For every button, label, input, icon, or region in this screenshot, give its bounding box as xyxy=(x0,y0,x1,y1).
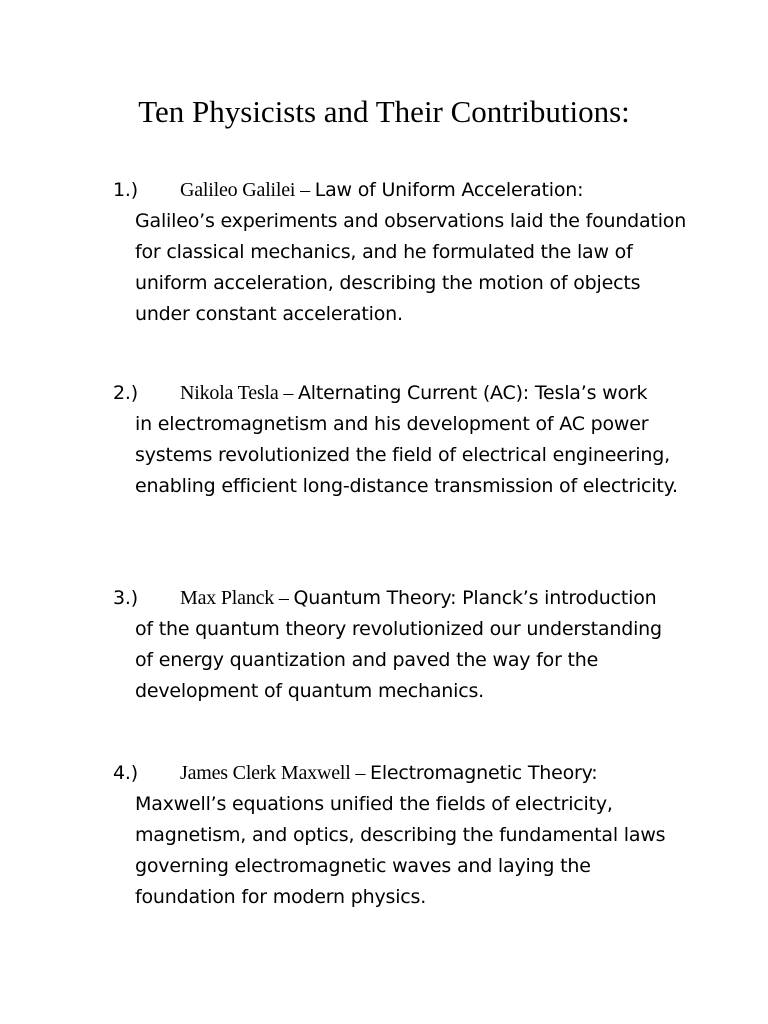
entry-first-line xyxy=(113,378,693,409)
physicist-entry xyxy=(113,175,693,330)
entry-first-line xyxy=(113,583,693,614)
entry-number: 3.) xyxy=(113,587,138,609)
entry-text: Law of Uniform Acceleration: xyxy=(314,179,584,201)
entry-text: in electromagnetism and his development of AC power xyxy=(135,413,649,435)
entry-text: for classical mechanics, and he formulated the law of xyxy=(135,241,633,263)
entry-text: under constant acceleration. xyxy=(135,303,403,325)
entry-text: development of quantum mechanics. xyxy=(135,680,484,702)
entry-dash: – xyxy=(278,382,298,404)
physicist-entry xyxy=(113,758,693,913)
entry-number: 4.) xyxy=(113,762,138,784)
physicist-name: James Clerk Maxwell xyxy=(180,762,351,784)
entry-text: Maxwell’s equations unified the fields of electricity, xyxy=(135,793,613,815)
entry-text: enabling efficient long-distance transmission of electricity. xyxy=(135,475,678,497)
document-title: Ten Physicists and Their Contributions: xyxy=(138,94,630,129)
physicist-entry xyxy=(113,378,693,502)
entry-text: Quantum Theory: Planck’s introduction xyxy=(293,587,657,609)
entry-text: Alternating Current (AC): Tesla’s work xyxy=(298,382,648,404)
entry-text: foundation for modern physics. xyxy=(135,886,427,908)
entry-text: uniform acceleration, describing the motion of objects xyxy=(135,272,641,294)
physicist-name: Galileo Galilei xyxy=(180,179,296,201)
entry-dash: – xyxy=(274,587,294,609)
entry-dash: – xyxy=(295,179,315,201)
entry-text: of energy quantization and paved the way for the xyxy=(135,649,599,671)
entry-text: governing electromagnetic waves and laying the xyxy=(135,855,591,877)
entry-dash: – xyxy=(350,762,371,784)
entry-text: systems revolutionized the field of electrical engineering, xyxy=(135,444,670,466)
entry-first-line xyxy=(113,758,693,789)
entry-text: magnetism, and optics, describing the fundamental laws xyxy=(135,824,666,846)
physicist-name: Nikola Tesla xyxy=(180,382,279,404)
entry-text: Galileo’s experiments and observations laid the foundation xyxy=(135,210,687,232)
physicist-name: Max Planck xyxy=(180,587,275,609)
physicist-entry xyxy=(113,583,693,707)
entry-first-line xyxy=(113,175,693,206)
entry-text: of the quantum theory revolutionized our understanding xyxy=(135,618,662,640)
entry-number: 1.) xyxy=(113,179,138,201)
entry-number: 2.) xyxy=(113,382,138,404)
entry-text: Electromagnetic Theory: xyxy=(370,762,598,784)
